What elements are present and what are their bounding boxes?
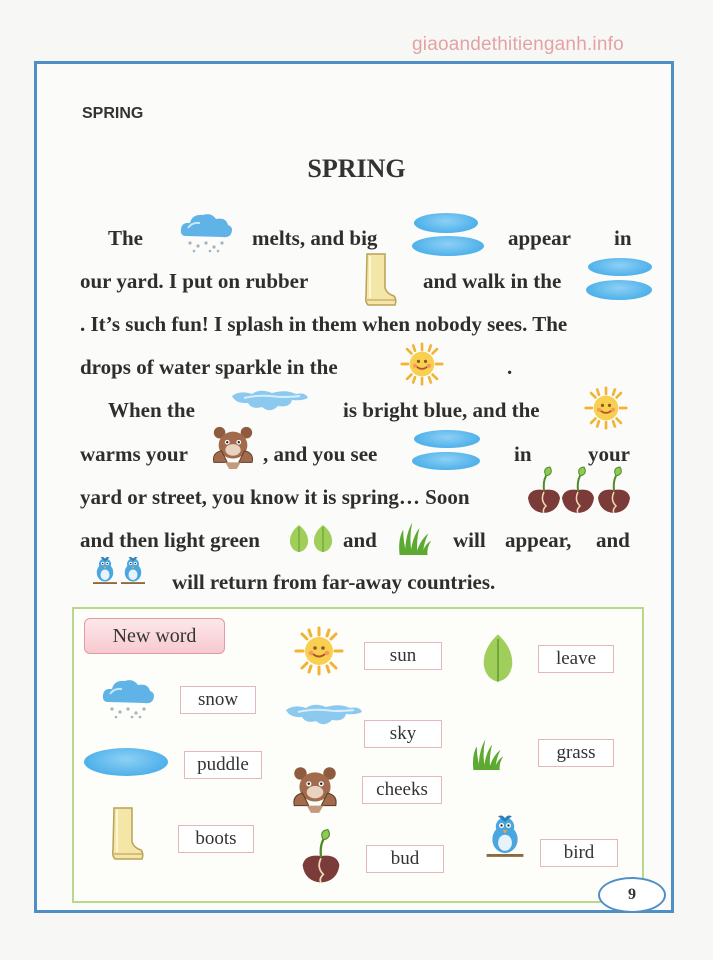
bird-icon <box>118 555 148 587</box>
word-leave: leave <box>538 645 614 673</box>
passage-text: in <box>514 442 532 466</box>
word-cheeks: cheeks <box>362 776 442 804</box>
grass-icon <box>470 734 504 772</box>
boots-icon <box>108 806 144 862</box>
passage-text: is bright blue, and the <box>343 398 540 422</box>
sky-icon <box>284 702 364 732</box>
puddle-icon <box>414 213 478 233</box>
passage-text: and <box>596 528 630 552</box>
puddle-icon <box>412 452 480 470</box>
cheeks-icon <box>208 424 258 470</box>
passage-text: . <box>507 355 513 379</box>
puddle-icon <box>586 280 652 300</box>
page-title: SPRING <box>307 154 406 183</box>
word-sun: sun <box>364 642 442 670</box>
passage-text: will <box>453 528 486 552</box>
leaf-icon <box>287 523 337 553</box>
new-word-heading: New word <box>84 618 225 654</box>
watermark: giaoandethitienganh.info <box>412 34 624 55</box>
passage-text: The <box>108 226 144 250</box>
passage-text: and then light green <box>80 528 260 552</box>
puddle-icon <box>412 236 484 256</box>
bud-icon <box>558 466 598 514</box>
page-number: 9 <box>598 877 666 913</box>
sun-icon <box>584 386 628 430</box>
passage-text: warms your <box>80 442 188 466</box>
cheeks-icon <box>288 764 342 814</box>
word-sky: sky <box>364 720 442 748</box>
word-bud: bud <box>366 845 444 873</box>
passage-text: , and you see <box>263 442 378 466</box>
passage-text: yard or street, you know it is spring… Soon <box>80 485 470 509</box>
bird-icon <box>482 814 528 860</box>
passage-text: will return from far-away countries. <box>172 570 496 594</box>
puddle-icon <box>84 748 168 776</box>
passage-text: our yard. I put on rubber <box>80 269 309 293</box>
passage-text: melts, and big <box>252 226 378 250</box>
sky-icon <box>230 388 310 418</box>
boots-icon <box>361 252 397 308</box>
passage-text: When the <box>108 398 195 422</box>
passage-text: in <box>614 226 632 250</box>
puddle-icon <box>588 258 652 276</box>
word-snow: snow <box>180 686 256 714</box>
leaf-icon <box>478 632 518 684</box>
passage-text: appear, <box>505 528 572 552</box>
bird-icon <box>90 555 120 587</box>
word-grass: grass <box>538 739 614 767</box>
passage-text: and walk in the <box>423 269 562 293</box>
word-boots: boots <box>178 825 254 853</box>
bud-icon <box>298 828 344 884</box>
sun-icon <box>294 626 344 676</box>
puddle-icon <box>414 430 480 448</box>
passage-text: . It’s such fun! I splash in them when nobody sees. The <box>80 312 568 336</box>
grass-icon <box>396 519 432 555</box>
sun-icon <box>400 342 444 386</box>
passage-text: and <box>343 528 377 552</box>
bud-icon <box>594 466 634 514</box>
passage-text: your <box>588 442 630 466</box>
word-puddle: puddle <box>184 751 262 779</box>
snow-cloud-icon <box>178 210 234 254</box>
section-label: SPRING <box>82 105 144 122</box>
passage-text: appear <box>508 226 571 250</box>
word-bird: bird <box>540 839 618 867</box>
snow-cloud-icon <box>100 676 156 720</box>
passage-text: drops of water sparkle in the <box>80 355 338 379</box>
